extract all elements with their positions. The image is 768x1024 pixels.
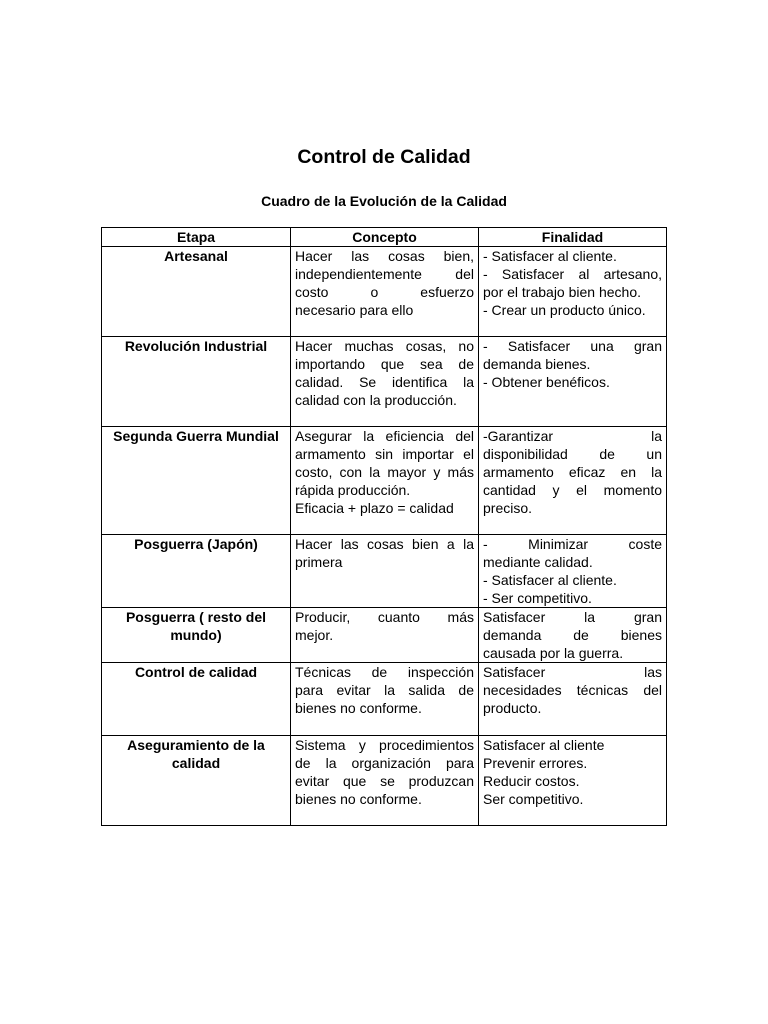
etapa-line: Posguerra (Japón) <box>134 536 258 552</box>
page-title: Control de Calidad <box>297 146 471 168</box>
concepto-cell <box>291 736 479 826</box>
concepto-line: mejor. <box>295 627 334 643</box>
concepto-line: armamento sin importar el <box>295 446 474 462</box>
table-row <box>102 337 667 427</box>
finalidad-line: cantidad y el momento <box>483 482 662 498</box>
finalidad-line: - Obtener benéficos. <box>483 374 610 390</box>
etapa-line: Revolución Industrial <box>124 338 268 354</box>
finalidad-line: - Satisfacer al cliente. <box>483 248 617 264</box>
concepto-cell <box>291 608 479 663</box>
finalidad-cell <box>479 247 667 337</box>
concepto-line: necesario para ello <box>295 302 414 318</box>
finalidad-cell <box>479 337 667 427</box>
etapa-line: mundo) <box>170 627 222 643</box>
finalidad-line: - Satisfacer al cliente. <box>483 572 617 588</box>
finalidad-line: preciso. <box>483 500 533 516</box>
table-header-row <box>102 228 667 247</box>
etapa-cell <box>102 608 291 663</box>
finalidad-line: demanda bienes. <box>483 356 591 372</box>
concepto-line: Hacer muchas cosas, no <box>295 338 474 354</box>
finalidad-cell <box>479 427 667 535</box>
finalidad-line: Prevenir errores. <box>483 755 588 771</box>
finalidad-line: - Minimizar coste <box>483 536 662 552</box>
table-row <box>102 663 667 736</box>
etapa-line: Segunda Guerra Mundial <box>113 428 279 444</box>
finalidad-line: Satisfacer las <box>483 664 662 680</box>
etapa-line: Aseguramiento de la <box>127 737 265 753</box>
finalidad-cell <box>479 535 667 608</box>
concepto-line: Hacer las cosas bien, <box>295 248 474 264</box>
header-finalidad: Finalidad <box>479 228 667 247</box>
etapa-cell <box>102 736 291 826</box>
concepto-line: importando que sea de <box>295 356 474 372</box>
concepto-line: costo o esfuerzo <box>295 284 474 300</box>
concepto-line: para evitar la salida de <box>295 682 474 698</box>
finalidad-line: causada por la guerra. <box>483 645 624 661</box>
concepto-line: rápida producción. <box>295 482 411 498</box>
etapa-cell <box>102 337 291 427</box>
concepto-line: Sistema y procedimientos <box>295 737 474 753</box>
header-concepto: Concepto <box>291 228 479 247</box>
finalidad-cell <box>479 736 667 826</box>
finalidad-line: producto. <box>483 700 542 716</box>
concepto-line: Hacer las cosas bien a la <box>295 536 474 552</box>
header-etapa: Etapa <box>102 228 291 247</box>
finalidad-line: disponibilidad de un <box>483 446 662 462</box>
concepto-line: independientemente del <box>295 266 474 282</box>
etapa-line: Artesanal <box>164 248 228 264</box>
concepto-line: Asegurar la eficiencia del <box>295 428 474 444</box>
concepto-cell <box>291 337 479 427</box>
etapa-line: calidad <box>171 755 221 771</box>
finalidad-line: Ser competitivo. <box>483 791 584 807</box>
table-row <box>102 427 667 535</box>
concepto-line: Producir, cuanto más <box>295 609 474 625</box>
concepto-line: bienes no conforme. <box>295 791 422 807</box>
table-row <box>102 608 667 663</box>
concepto-cell <box>291 663 479 736</box>
finalidad-line: -Garantizar la <box>483 428 662 444</box>
table-row <box>102 247 667 337</box>
finalidad-line: por el trabajo bien hecho. <box>483 284 641 300</box>
table-caption: Cuadro de la Evolución de la Calidad <box>261 193 507 209</box>
etapa-line: Control de calidad <box>134 664 258 680</box>
finalidad-line: Reducir costos. <box>483 773 580 789</box>
concepto-line: Técnicas de inspección <box>295 664 474 680</box>
finalidad-line: - Satisfacer una gran <box>483 338 662 354</box>
concepto-line: calidad. Se identifica la <box>295 374 474 390</box>
etapa-cell <box>102 247 291 337</box>
table-row <box>102 736 667 826</box>
etapa-cell <box>102 663 291 736</box>
finalidad-line: demanda de bienes <box>483 627 662 643</box>
concepto-cell <box>291 247 479 337</box>
concepto-line: calidad con la producción. <box>295 392 457 408</box>
finalidad-line: - Satisfacer al artesano, <box>483 266 662 282</box>
etapa-cell <box>102 427 291 535</box>
concepto-line: bienes no conforme. <box>295 700 422 716</box>
finalidad-line: necesidades técnicas del <box>483 682 662 698</box>
concepto-line: costo, con la mayor y más <box>295 464 474 480</box>
finalidad-cell <box>479 608 667 663</box>
table-row <box>102 535 667 608</box>
finalidad-line: - Crear un producto único. <box>483 302 646 318</box>
finalidad-line: armamento eficaz en la <box>483 464 662 480</box>
concepto-cell <box>291 427 479 535</box>
concepto-line: de la organización para <box>295 755 474 771</box>
concepto-cell <box>291 535 479 608</box>
finalidad-line: mediante calidad. <box>483 554 593 570</box>
finalidad-cell <box>479 663 667 736</box>
etapa-cell <box>102 535 291 608</box>
evolution-table <box>101 227 667 826</box>
finalidad-line: Satisfacer al cliente <box>483 737 605 753</box>
etapa-line: Posguerra ( resto del <box>125 609 267 625</box>
finalidad-line: Satisfacer la gran <box>483 609 662 625</box>
concepto-line: evitar que se produzcan <box>295 773 474 789</box>
concepto-line: primera <box>295 554 343 570</box>
finalidad-line: - Ser competitivo. <box>483 590 592 606</box>
concepto-line: Eficacia + plazo = calidad <box>295 500 454 516</box>
